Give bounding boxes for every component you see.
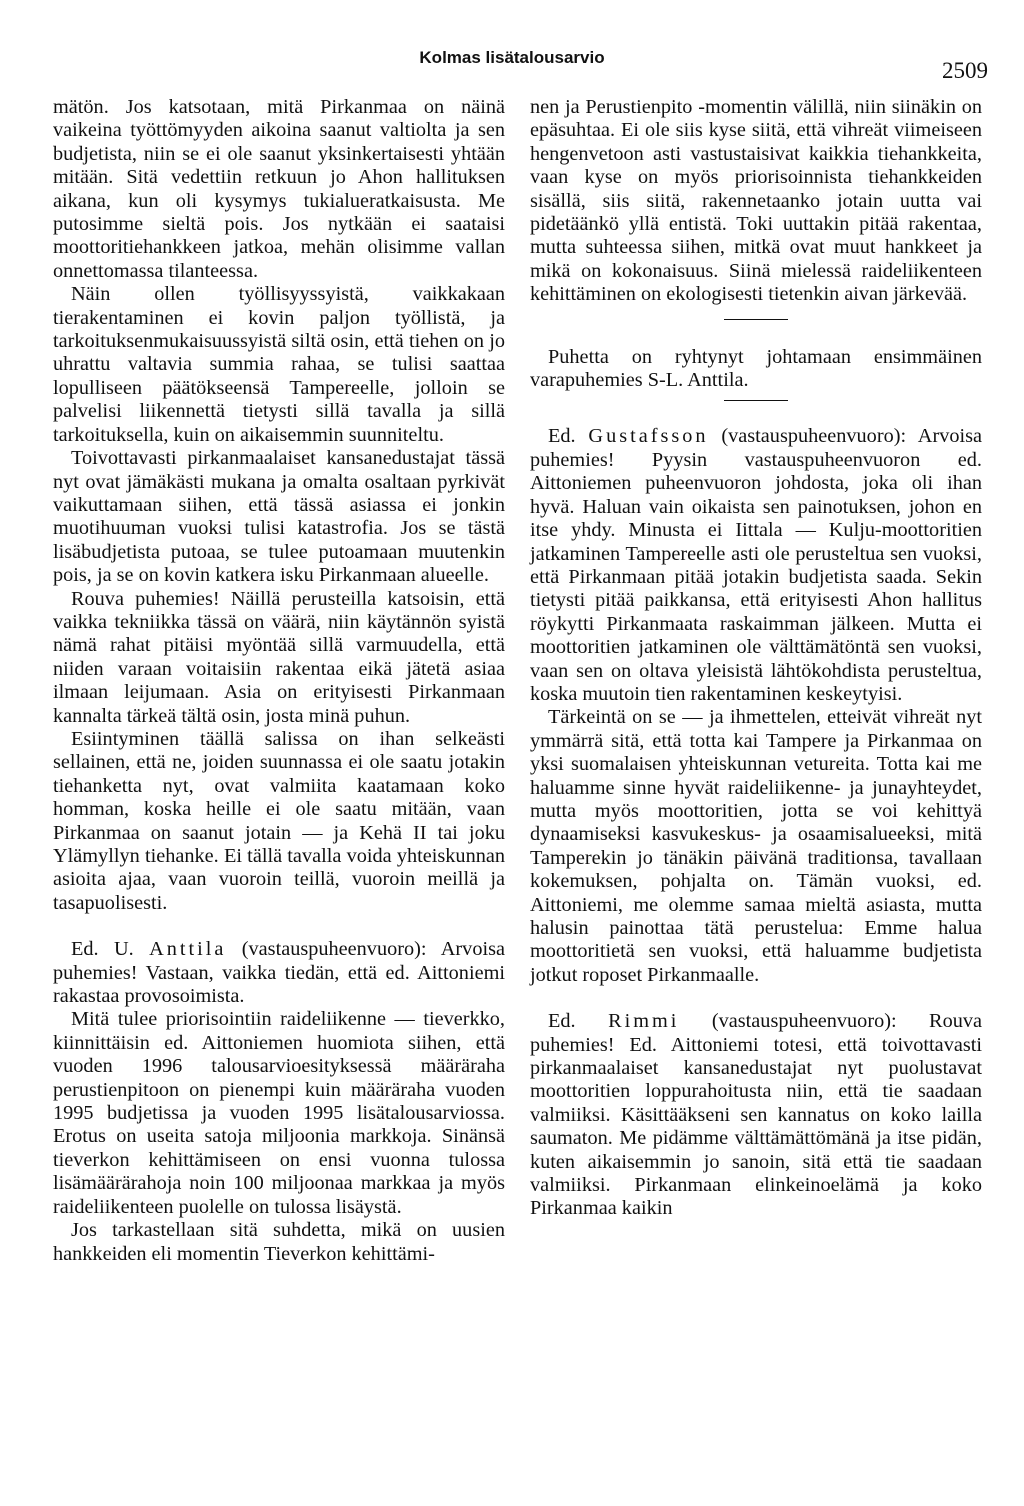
speaker-prefix: Ed. bbox=[548, 425, 589, 448]
speech-text: (vastauspuheenvuoro): Rouva puhemies! Ed. Aittoniemi totesi, että toivottavasti pirkanmaalaiset kansanedustajat nyt puolustavat moottoritien loppurahoitusta niin, että tie saadaan valmiiksi. Käsittääkseni sen kannatus on koko lailla saumaton. Me pidämme välttämättömänä ja itse pidän, kuten aikaisemmin jo sanoin, sitä että tie saadaan valmiiksi. Pirkanmaan elinkeinoelämä ja koko Pirkanmaa kaikin bbox=[530, 1010, 983, 1220]
section-divider bbox=[724, 319, 788, 320]
speech-rimmi bbox=[530, 1010, 982, 1221]
speech-text: (vastauspuheenvuoro): Arvoisa puhemies! Pyysin vastauspuheenvuoron ed. Aittoniemen puheenvuoron johdosta, joka oli ihan hyvä. Haluan vain oikaista sen painotuksen, johon en itse yhdy. Minusta ei Iittala — Kulju-moottoritien jatkaminen Tampereelle asti ole perusteltua sen vuoksi, että Pirkanmaan pitää jotakin budjetista saada. Sekin tietysti pitää paikkansa, että erityisesti Ahon hallitus röykytti Pirkanmaata raskaimman jälkeen. Mutta ei moottoritien jatkaminen ole välttämätöntä sen vuoksi, vaan sen on oltava yleisistä lähtökohdista perusteltua, koska muutoin tien rakentaminen keskeytyisi. bbox=[530, 425, 983, 705]
paragraph: Tärkeintä on se — ja ihmettelen, etteivät vihreät nyt ymmärrä sitä, että totta kai Tampere ja Pirkanmaa on yksi suomalaisen yhteiskunnan vetureita. Totta kai me haluamme sinne hyvät raideliikenne- ja junayhteydet, mutta myös moottoritien, jotta se voi kehittyä dynaamiseksi kasvukeskus- ja osaamisalueeksi, mitä Tamperekin jo tänäkin päivänä traditionsa, tavallaan kokemuksen, pohjalta on. Tämän vuoksi, ed. Aittoniemi, me olemme samaa mieltä asiasta, mutta halusin painottaa tätä perustelua: Emme halua moottoritietä sen vuoksi, että haluamme budjetista jotkut roposet Pirkanmaalle. bbox=[530, 706, 982, 986]
page-number: 2509 bbox=[942, 58, 988, 83]
speaker-name: Anttila bbox=[149, 938, 227, 961]
speaker-prefix: Ed. bbox=[548, 1010, 609, 1033]
spacer bbox=[530, 987, 982, 1010]
paragraph: Jos tarkastellaan sitä suhdetta, mikä on uusien hankkeiden eli momentin Tieverkon kehittämi- bbox=[53, 1219, 505, 1265]
speaker-prefix: Ed. U. bbox=[71, 938, 150, 961]
paragraph: Rouva puhemies! Näillä perusteilla katsoisin, että vaikka tekniikka tässä on väärä, niin käytännön syistä nämä rahat pitäisi myöntää sillä varmuudella, että niiden varaan voitaisiin rakentaa eikä jätetä asiaa ilmaan leijumaan. Asia on erityisesti Pirkanmaan kannalta tärkeä tältä osin, josta minä puhun. bbox=[53, 587, 505, 727]
left-column bbox=[53, 96, 505, 1266]
running-title: Kolmas lisätalousarvio bbox=[419, 48, 605, 67]
chair-note: Puhetta on ryhtynyt johtamaan ensimmäinen varapuhemies S-L. Anttila. bbox=[530, 345, 982, 392]
speech-anttila bbox=[53, 938, 505, 1008]
speaker-name: Gustafsson bbox=[588, 425, 709, 448]
speech-gustafsson bbox=[530, 425, 982, 706]
paragraph: Toivottavasti pirkanmaalaiset kansanedustajat tässä nyt ovat jämäkästi mukana ja omalta osaltaan pyrkivät vaikuttamaan siihen, että tässä asiassa ei jonkin muotihuuman vuoksi tulisi katastrofia. Jos se tästä lisäbudjetista putoaa, se tulee putoamaan muutenkin pois, ja se on kovin katkera isku Pirkanmaan alueelle. bbox=[53, 447, 505, 587]
speaker-name: Rimmi bbox=[608, 1010, 680, 1033]
right-column bbox=[530, 96, 982, 1221]
paragraph: nen ja Perustienpito -momentin välillä, niin siinäkin on epäsuhtaa. Ei ole siis kyse siitä, että vihreät viimeiseen hengenvetoon asti vastustaisivat kaikkia tiehankkeita, vaan kyse on myös priorisoinnista tiehankkeiden sisällä, siis siitä, rakennetaanko jotain uutta vai pidetäänkö yllä entistä. Toki uuttakin pitää rakentaa, mutta suhteessa siihen, mitkä ovat muut hankkeet ja mikä on kokonaisuus. Siinä mielessä raideliikenteen kehittäminen on ekologisesti tietenkin aivan järkevää. bbox=[530, 96, 982, 306]
paragraph: Näin ollen työllisyyssyistä, vaikkakaan tierakentaminen ei kovin paljon työllistä, ja tarkoituksenmukaisuussyistä siltä osin, että tiehen on jo uhrattu valtavia summia rahaa, se tulisi saattaa lopulliseen päätökseensä Tampereelle, jolloin se palvelisi liikennettä tietysti sillä tavalla ja sillä tarkoituksella, kuin on aikaisemmin suunniteltu. bbox=[53, 283, 505, 446]
paragraph: mätön. Jos katsotaan, mitä Pirkanmaa on näinä vaikeina työttömyyden aikoina saanut valtiolta ja sen budjetista, niin se ei ole saanut yksinkertaisesti yhtään mitään. Sitä vedettiin retkuun jo Ahon hallituksen aikana, kun oli kysymys tukialueratkaisusta. Me putosimme sieltä pois. Jos nytkään ei saataisi moottoritiehankkeen jatkoa, mehän olisimme vallan onnettomassa tilanteessa. bbox=[53, 96, 505, 282]
section-divider bbox=[724, 400, 788, 401]
paragraph: Mitä tulee priorisointiin raideliikenne — tieverkko, kiinnittäisin ed. Aittoniemen huomiota siihen, että vuoden 1996 talousarvioesityksessä määräraha perustienpitoon on pienempi kuin määräraha vuoden 1995 budjetissa ja vuoden 1995 lisätalousarviossa. Erotus on useita satoja miljoonia markkoja. Sinänsä tieverkon kehittämiseen on ensi vuonna tulossa lisämäärärahoja noin 100 miljoonaa markkaa ja myös raideliikenteen puolelle on tulossa lisäystä. bbox=[53, 1008, 505, 1218]
spacer bbox=[53, 915, 505, 938]
speech-text: (vastauspuheenvuoro): Arvoisa puhemies! Vastaan, vaikka tiedän, että ed. Aittoniemi rakastaa provosoimista. bbox=[53, 938, 505, 1008]
paragraph: Esiintyminen täällä salissa on ihan selkeästi sellainen, että ne, joiden suunnassa ei ole saatu jotakin tiehanketta nyt, ovat valmiita kaatamaan koko homman, koska heille ei ole saatu mitään, vaan Pirkanmaa on saanut jotain — ja Kehä II tai joku Ylämyllyn tiehanke. Ei tällä tavalla voida yhteiskunnan asioita ajaa, vaan vuoroin teillä, vuoroin meillä ja tasapuolisesti. bbox=[53, 727, 505, 914]
